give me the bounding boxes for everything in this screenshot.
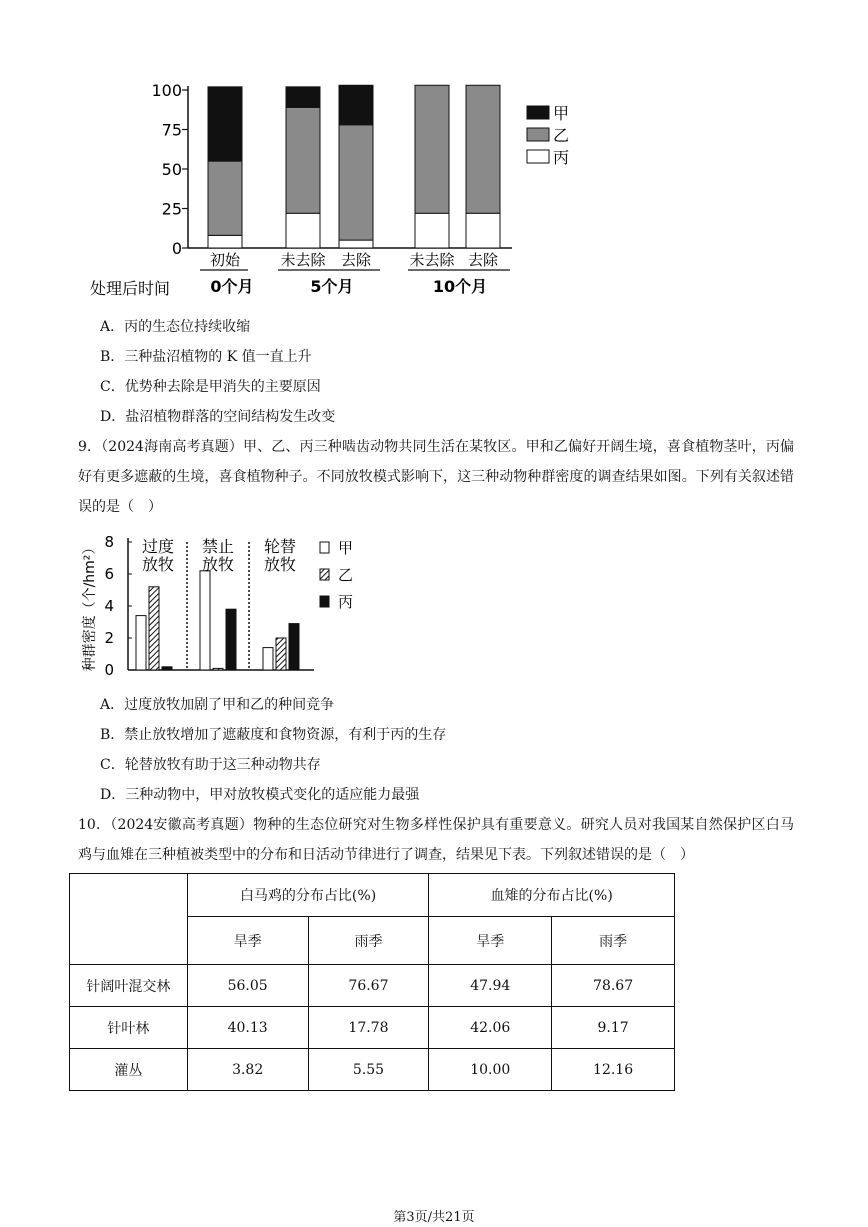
table-cell: 9.17	[552, 1007, 675, 1049]
legend-swatch	[320, 569, 329, 580]
bar-丙	[162, 667, 172, 670]
x-category-label: 未去除	[409, 251, 455, 269]
bar-segment-乙	[466, 85, 500, 213]
table-cell: 3.82	[187, 1049, 308, 1091]
y-tick-label: 6	[104, 565, 114, 583]
y-tick-label: 50	[161, 160, 182, 179]
question-9-stem: 9．（2024海南高考真题）甲、乙、丙三种啮齿动物共同生活在某牧区。甲和乙偏好开阔生境，喜食植物茎叶，丙偏好有更多遮蔽的生境，喜食植物种子。不同放牧模式影响下，这三种动物种群密度的调查结果如图。下列有关叙述错误的是（ ）	[78, 439, 794, 515]
x-category-label: 去除	[467, 251, 499, 269]
group-label: 10个月	[432, 277, 488, 296]
table-cell: 42.06	[429, 1007, 552, 1049]
x-category-label: 初始	[209, 251, 241, 269]
table-cell: 10.00	[429, 1049, 552, 1091]
table-cell: 78.67	[552, 965, 675, 1007]
table-cell: 56.05	[187, 965, 308, 1007]
question-10-stem: 10．（2024安徽高考真题）物种的生态位研究对生物多样性保护具有重要意义。研究人员对我国某自然保护区白马鸡与血雉在三种植被类型中的分布和日活动节律进行了调查，结果见下表。下列叙述错误的是（ ）	[78, 817, 794, 863]
table-cell: 47.94	[429, 965, 552, 1007]
bar-segment-乙	[339, 125, 373, 240]
q8-option-a: A．丙的生态位持续收缩	[100, 319, 251, 335]
bar-segment-丙	[415, 213, 449, 248]
y-tick-label: 75	[161, 120, 182, 140]
table-header-baimaji: 白马鸡的分布占比(%)	[187, 874, 429, 917]
bar-乙	[213, 668, 223, 670]
stacked-bar-chart	[60, 70, 600, 310]
table-cell: 5.55	[308, 1049, 429, 1091]
q9-option-d: D．三种动物中，甲对放牧模式变化的适应能力最强	[100, 787, 420, 803]
y-tick-label: 4	[104, 597, 114, 615]
legend-swatch	[527, 106, 549, 119]
y-tick-label: 100	[151, 81, 182, 100]
table-cell: 17.78	[308, 1007, 429, 1049]
category-label: 放牧	[201, 555, 235, 574]
row-label: 灌丛	[70, 1049, 188, 1091]
bar-segment-丙	[466, 213, 500, 248]
bar-甲	[200, 571, 210, 670]
y-tick-label: 2	[104, 629, 114, 647]
bar-乙	[149, 587, 159, 670]
bar-乙	[276, 638, 286, 670]
x-axis-title: 处理后时间	[90, 279, 171, 298]
q8-option-b: B．三种盐沼植物的 K 值一直上升	[100, 349, 312, 365]
y-axis-title: 种群密度（个/hm²）	[82, 540, 98, 672]
table-header-xuezhi: 血雉的分布占比(%)	[429, 874, 675, 917]
table-subheader: 雨季	[552, 917, 675, 965]
bar-segment-乙	[286, 107, 320, 213]
legend-label: 乙	[338, 566, 354, 584]
category-label: 放牧	[141, 555, 175, 574]
legend-label: 丙	[553, 148, 570, 167]
y-tick-label: 8	[104, 533, 114, 551]
legend-label: 乙	[553, 126, 570, 145]
grouped-bar-chart	[80, 530, 370, 685]
table-corner-cell	[70, 874, 188, 965]
row-label: 针叶林	[70, 1007, 188, 1049]
legend-label: 甲	[553, 104, 570, 123]
legend-swatch	[320, 596, 329, 607]
bar-segment-甲	[208, 87, 242, 161]
bar-segment-乙	[415, 85, 449, 213]
legend-swatch	[320, 542, 329, 553]
table-subheader: 雨季	[308, 917, 429, 965]
y-tick-label: 0	[104, 661, 114, 679]
y-tick-label: 0	[171, 239, 182, 258]
bar-segment-丙	[339, 240, 373, 248]
row-label: 针阔叶混交林	[70, 965, 188, 1007]
table-cell: 76.67	[308, 965, 429, 1007]
table-subheader: 旱季	[187, 917, 308, 965]
page-footer: 第3页/共21页	[393, 1210, 475, 1225]
q9-option-a: A．过度放牧加剧了甲和乙的种间竞争	[100, 697, 335, 713]
x-category-label: 去除	[340, 251, 372, 269]
legend-swatch	[527, 150, 549, 163]
category-label: 禁止	[201, 537, 235, 556]
bar-甲	[263, 648, 273, 670]
x-category-label: 未去除	[280, 251, 326, 269]
bar-丙	[226, 609, 236, 670]
distribution-table	[69, 873, 675, 1091]
bar-甲	[136, 616, 146, 670]
q8-option-d: D．盐沼植物群落的空间结构发生改变	[100, 409, 336, 425]
category-label: 过度	[141, 537, 175, 556]
category-label: 轮替	[263, 537, 297, 556]
group-label: 5个月	[310, 277, 354, 296]
q8-option-c: C．优势种去除是甲消失的主要原因	[100, 379, 321, 395]
bar-segment-甲	[286, 87, 320, 108]
bar-丙	[289, 624, 299, 670]
table-row	[70, 1049, 675, 1091]
legend-swatch	[527, 128, 549, 141]
table-row	[70, 965, 675, 1007]
bar-segment-甲	[339, 85, 373, 125]
q9-option-b: B．禁止放牧增加了遮蔽度和食物资源，有利于丙的生存	[100, 727, 447, 743]
legend-label: 丙	[338, 593, 354, 611]
table-cell: 12.16	[552, 1049, 675, 1091]
table-subheader: 旱季	[429, 917, 552, 965]
table-cell: 40.13	[187, 1007, 308, 1049]
bar-segment-丙	[208, 235, 242, 248]
table-row	[70, 1007, 675, 1049]
legend-label: 甲	[338, 539, 354, 557]
q9-option-c: C．轮替放牧有助于这三种动物共存	[100, 757, 321, 773]
category-label: 放牧	[263, 555, 297, 574]
y-tick-label: 25	[161, 199, 182, 219]
group-label: 0个月	[210, 277, 254, 296]
bar-segment-乙	[208, 161, 242, 235]
bar-segment-丙	[286, 213, 320, 248]
